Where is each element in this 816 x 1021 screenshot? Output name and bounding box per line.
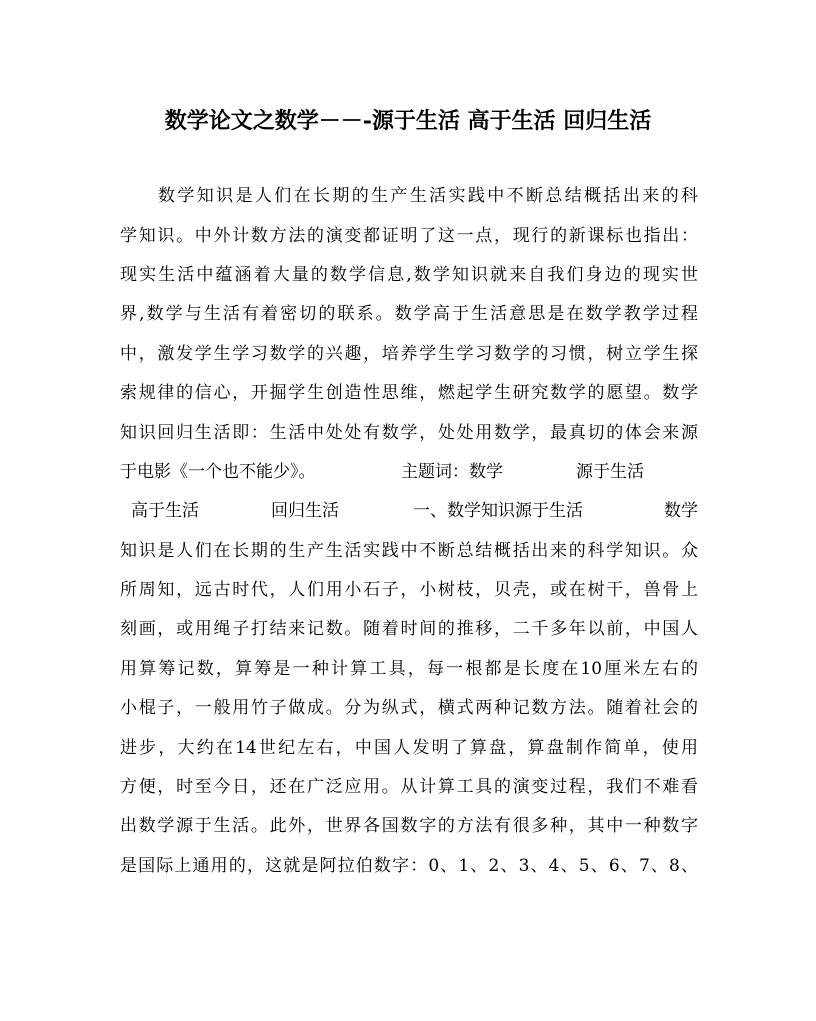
text-line: 索规律的信心，开掘学生创造性思维，燃起学生研究数学的愿望。数学 xyxy=(120,383,698,403)
section-heading: 一、数学知识源于生活 xyxy=(413,501,583,521)
text-line: 学知识。中外计数方法的演变都证明了这一点，现行的新课标也指出： xyxy=(120,226,698,246)
text-line: 所周知，远古时代，人们用小石子，小树枝，贝壳，或在树干，兽骨上 xyxy=(120,580,698,600)
text-line: 出数学源于生活。此外，世界各国数字的方法有很多种，其中一种数字 xyxy=(120,816,698,836)
text-line: 用算筹记数，算筹是一种计算工具，每一根都是长度在10厘米左右的 xyxy=(120,659,698,679)
keywords-label: 主题词：数学 xyxy=(401,462,503,482)
text-line xyxy=(120,457,698,487)
keyword: 高于生活 xyxy=(131,501,199,521)
text-line: 现实生活中蕴涵着大量的数学信息,数学知识就来自我们身边的现实世 xyxy=(120,265,698,285)
text-line: 刻画，或用绳子打结来记数。随着时间的推移，二千多年以前，中国人 xyxy=(120,619,698,639)
text-line: 界,数学与生活有着密切的联系。数学高于生活意思是在数学教学过程 xyxy=(120,304,698,324)
keyword: 回归生活 xyxy=(271,501,339,521)
text-line: 是国际上通用的，这就是阿拉伯数字：0、1、2、3、4、5、6、7、8、 xyxy=(120,856,698,876)
text-line: 小棍子，一般用竹子做成。分为纵式，横式两种记数方法。随着社会的 xyxy=(120,698,698,718)
text-line: 方便，时至今日，还在广泛应用。从计算工具的演变过程，我们不难看 xyxy=(120,777,698,797)
text-line-start: 于电影《一个也不能少》。 xyxy=(120,462,316,482)
text-line xyxy=(120,496,698,526)
keyword: 源于生活 xyxy=(576,462,644,482)
text-line: 知识回归生活即：生活中处处有数学，处处用数学，最真切的体会来源 xyxy=(120,423,698,443)
text-line: 知识是人们在长期的生产生活实践中不断总结概括出来的科学知识。众 xyxy=(120,541,698,561)
text-line: 中，激发学生学习数学的兴趣，培养学生学习数学的习惯，树立学生探 xyxy=(120,344,698,364)
text-line-start: 数学 xyxy=(664,501,698,521)
text-line: 数学知识是人们在长期的生产生活实践中不断总结概括出来的科 xyxy=(158,186,698,206)
text-line: 进步，大约在14世纪左右，中国人发明了算盘，算盘制作简单，使用 xyxy=(120,738,698,758)
document-title: 数学论文之数学－－-源于生活 高于生活 回归生活 xyxy=(164,108,652,134)
